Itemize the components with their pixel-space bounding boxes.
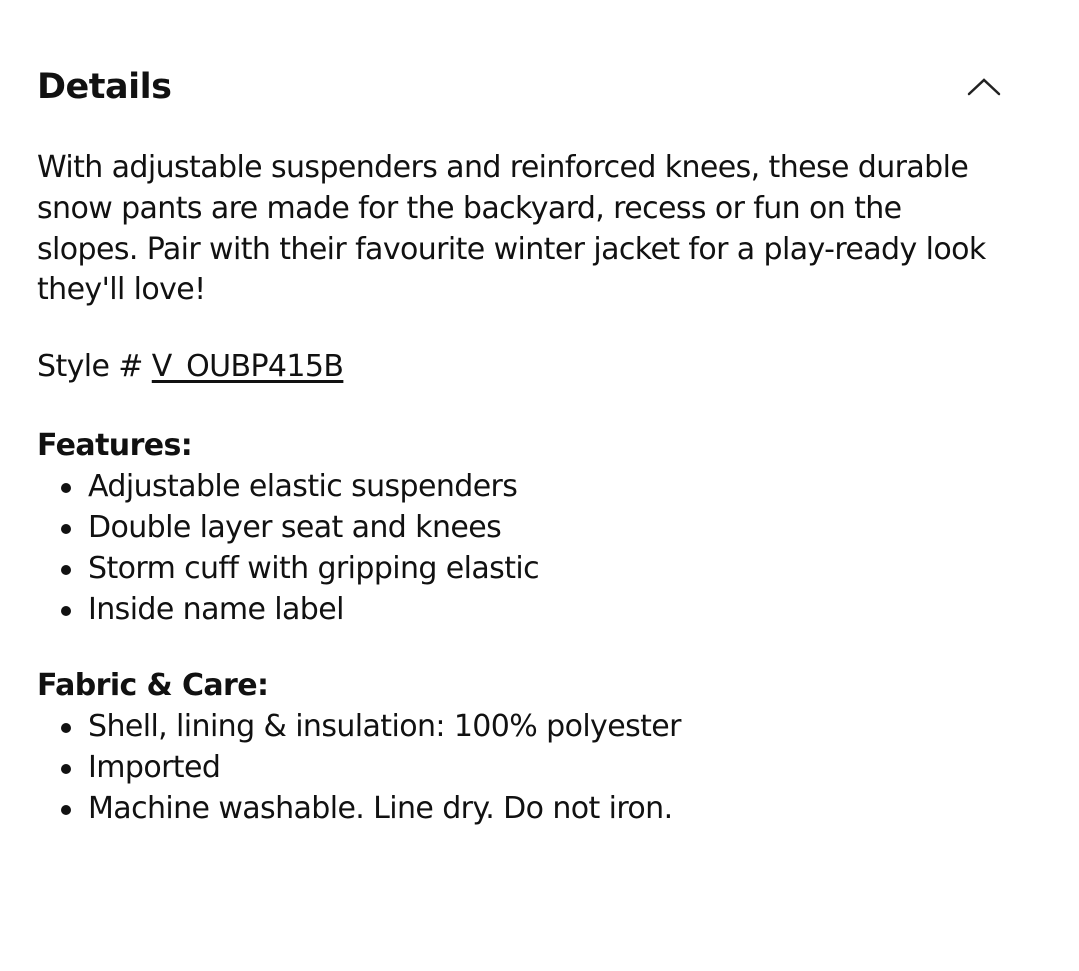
product-description: With adjustable suspenders and reinforced knees, these durable snow pants are made for the backyard, recess or fun on the slopes. Pair with their favourite winter jacket for a play-ready look they'll love!: [37, 150, 986, 308]
style-number-line: [37, 346, 343, 387]
features-section: [37, 425, 1002, 630]
style-label: Style #: [37, 349, 152, 384]
style-number-link[interactable]: V_OUBP415B: [151, 349, 344, 384]
feature-item: Adjustable elastic suspenders: [37, 466, 1002, 507]
fabric-care-item: Imported: [37, 747, 1002, 788]
details-title: Details: [37, 67, 172, 107]
features-title: Features:: [37, 428, 193, 463]
feature-item: Storm cuff with gripping elastic: [37, 548, 1002, 589]
fabric-care-title: Fabric & Care:: [37, 668, 269, 703]
details-accordion-header[interactable]: [37, 64, 1002, 114]
features-list: [37, 466, 1002, 630]
fabric-care-item: Machine washable. Line dry. Do not iron.: [37, 788, 1002, 829]
fabric-care-list: [37, 706, 1002, 829]
feature-item: Double layer seat and knees: [37, 507, 1002, 548]
chevron-up-icon[interactable]: [966, 72, 1002, 102]
fabric-care-section: [37, 665, 1002, 829]
fabric-care-item: Shell, lining & insulation: 100% polyester: [37, 706, 1002, 747]
feature-item: Inside name label: [37, 589, 1002, 630]
